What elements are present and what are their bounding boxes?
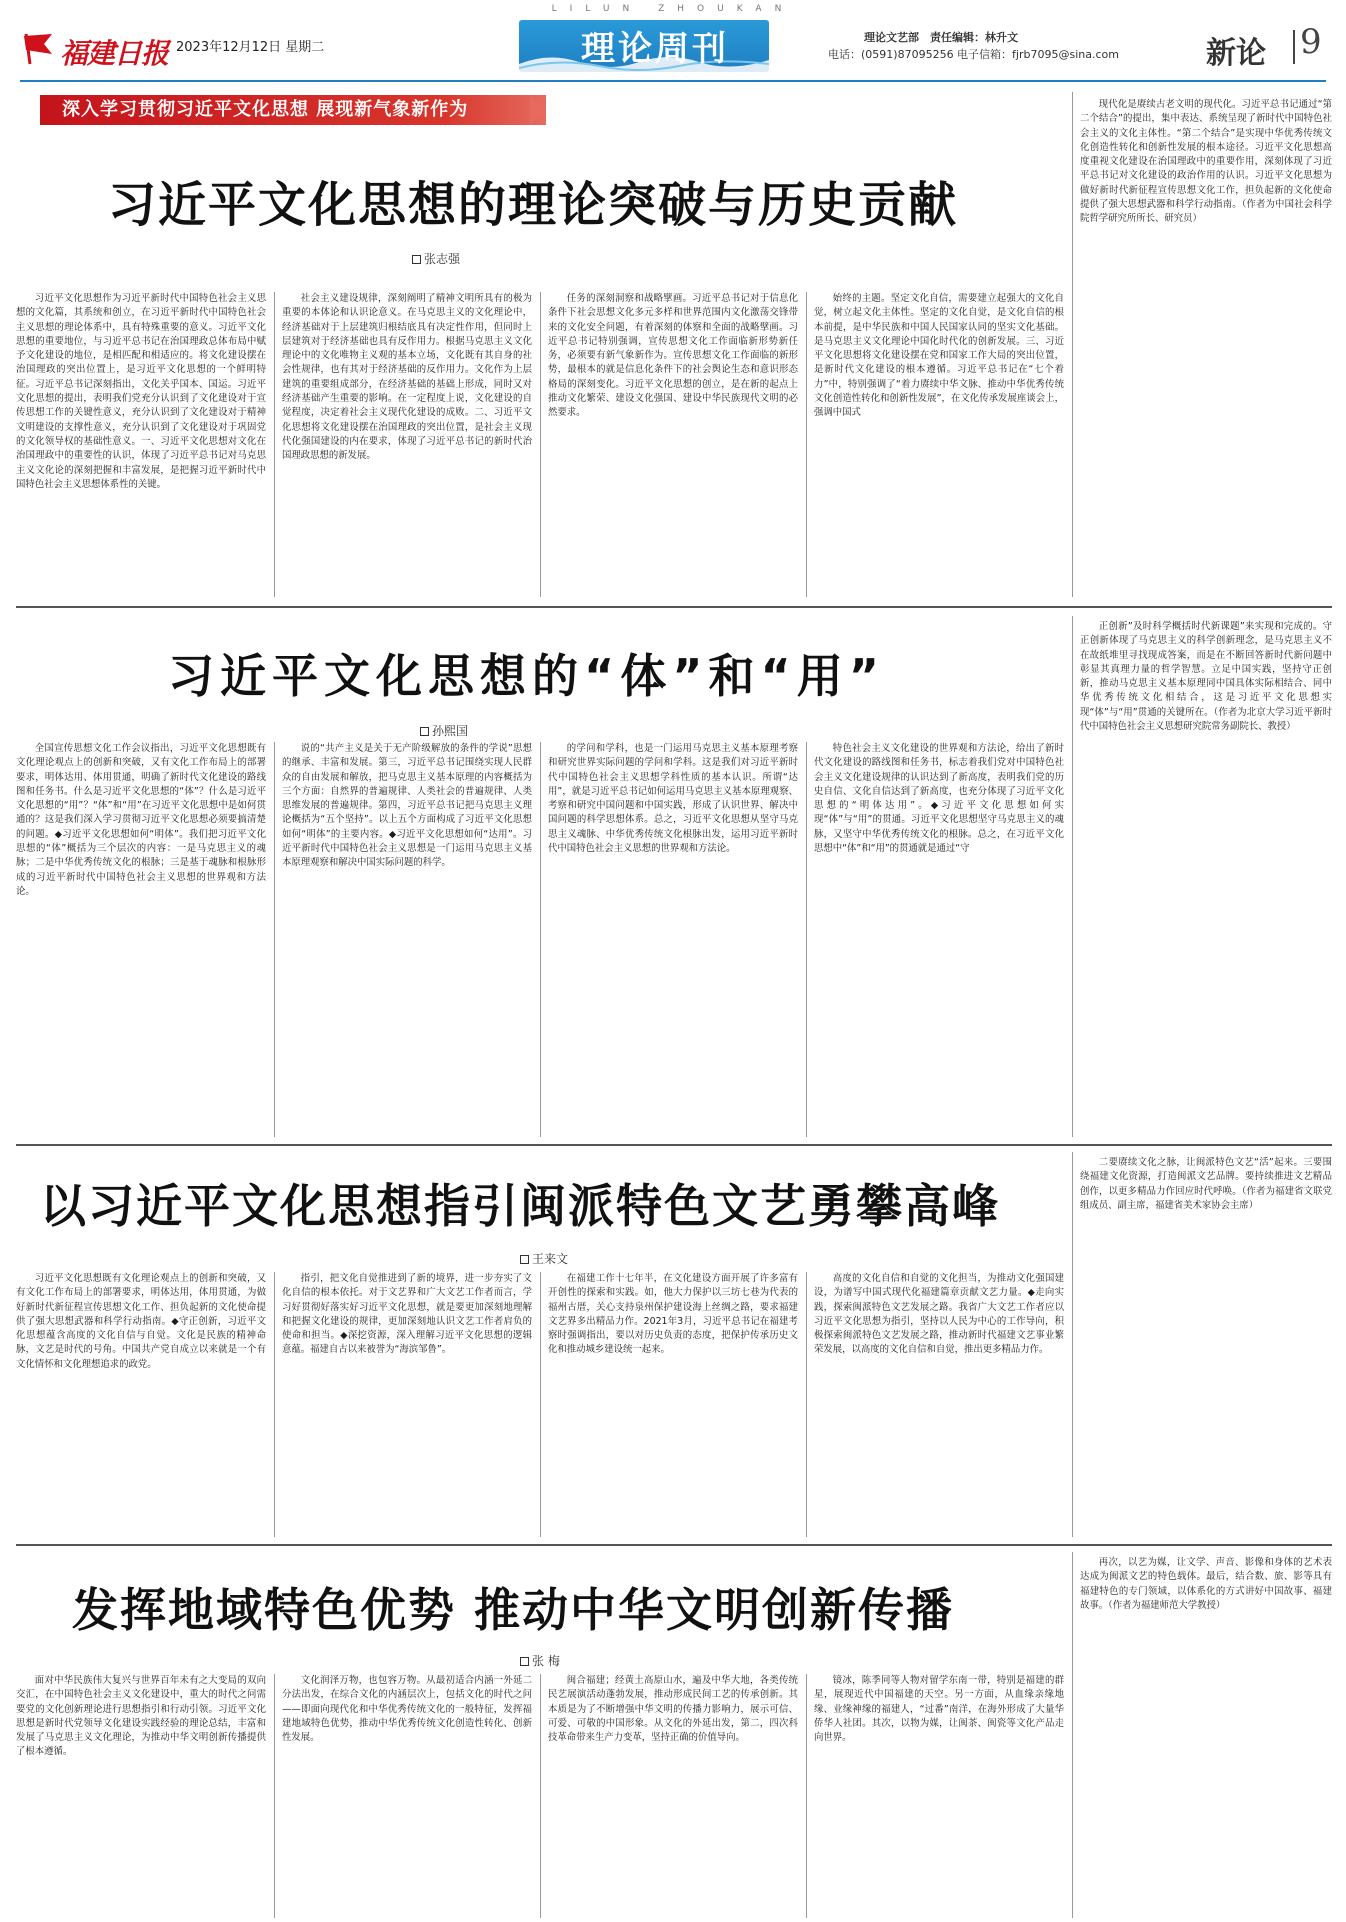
article-3-column-5: 二要赓续文化之脉，让闽派特色文艺“活”起来。三要围绕福建文化资源，打造闽派文艺品牌。要持续推进文艺精品创作，以更多精品力作回应时代呼唤。（作者为福建省文联党组成员、副主席，福建省美术家协会主席） bbox=[1080, 1157, 1332, 1211]
article-3-column-2: 指引，把文化自觉推进到了新的境界，进一步夯实了文化自信的根本依托。对于文艺界和广大文艺工作者而言，学习好贯彻好落实好习近平文化思想，就是要更加深刻地理解和把握文化建设的规律，更加深刻地认识文艺工作者肩负的使命和担当。◆深挖资源，深入理解习近平文化思想的逻辑意蕴。福建自古以来被誉为“海滨邹鲁”。 bbox=[282, 1273, 532, 1356]
article-separator bbox=[16, 1144, 1332, 1146]
article-2-column-3: 的学问和学科，也是一门运用马克思主义基本原理考察和研究世界实际问题的学问和学科。这是我们对习近平新时代中国特色社会主义思想学科性质的基本认识。所谓“达用”，就是习近平总书记如何运用马克思主义基本原理观察、考察和研究中国问题和中国实践，形成了认识世界、解决中国问题的科学思想体系。总之，习近平文化思想从坚守马克思主义魂脉、中华优秀传统文化根脉出发，运用习近平新时代中国特色社会主义思想的世界观和方法论。 bbox=[548, 743, 798, 855]
article-1-column-3: 任务的深刻洞察和战略擘画。习近平总书记对于信息化条件下社会思想文化多元多样和世界范围内文化激荡交锋带来的文化安全问题，有着深刻的体察和全面的战略擘画。习近平总书记特别强调，宣传思想文化工作面临新形势新任务，必须要有新气象新作为。宣传思想文化工作面临的新形势，最根本的就是信息化条件下的社会舆论生态和意识形态格局的深刻变化。习近平文化思想的创立，是在新的起点上推动文化繁荣、建设文化强国、建设中华民族现代文明的必然要求。 bbox=[548, 293, 798, 419]
article-2-title: 习近平文化思想的“体”和“用” bbox=[168, 649, 885, 703]
article-3-column-4: 高度的文化自信和自觉的文化担当，为推动文化强国建设，为谱写中国式现代化福建篇章贡献文艺力量。◆走向实践，探索闽派特色文艺发展之路。我省广大文艺工作者应以习近平文化思想为指引，坚持以人民为中心的工作导向，积极探索闽派特色文艺发展之路，推动新时代福建文艺事业繁荣发展，以高度的文化自信和自觉，推出更多精品力作。 bbox=[814, 1273, 1064, 1356]
article-4-column-2: 文化润泽万物，也包容万物。从最初适合内涵一外延二分法出发，在综合文化的内涵层次上，包括文化的时代之问——即面向现代化和中华优秀传统文化的一般特征，发挥福建地域特色优势，推动中华优秀传统文化创造性转化、创新性发展。 bbox=[282, 1675, 532, 1744]
column-divider bbox=[806, 292, 807, 597]
column-divider bbox=[540, 1674, 541, 1918]
article-3-column-1: 习近平文化思想既有文化理论观点上的创新和突破，又有文化工作布局上的部署要求，明体达用，体用贯通，为做好新时代新征程宣传思想文化工作、担负起新的文化使命提供了强大思想武器和科学行动指南。◆守正创新，习近平文化思想蕴含高度的文化自信与自觉。文化是民族的精神命脉，文艺是时代的号角。中国共产党自成立以来就是一个有文化情怀和文化理想追求的政党。 bbox=[16, 1273, 266, 1370]
column-divider bbox=[1072, 616, 1073, 1137]
article-2-column-4: 特色社会主义文化建设的世界观和方法论，给出了新时代文化建设的路线图和任务书，标志着我们党对中国特色社会主义文化建设规律的认识达到了新高度，表明我们党的历史自信、文化自信达到了新高度，也充分体现了习近平文化思想的“明体达用”。◆习近平文化思想如何实现“体”与“用”的贯通。习近平文化思想坚守马克思主义的魂脉，又坚守中华优秀传统文化的根脉。总之，在习近平文化思想中“体”和“用”的贯通就是通过“守 bbox=[814, 743, 1064, 855]
divider bbox=[1293, 30, 1295, 64]
article-separator bbox=[16, 1544, 1332, 1546]
article-1-column-2: 社会主义建设规律，深刻阐明了精神文明所具有的极为重要的本体论和认识论意义。在马克思主义的文化理论中，经济基础对于上层建筑归根结底具有决定性作用，但同时上层建筑对于经济基础也具有反作用力。根据马克思主义文化理论中的文化唯物主义观的基本立场，文化既有其自身的社会性规律，也有其对于经济基础的反作用力。文化作为上层建筑的重要组成部分，在经济基础的基础上形成，同时又对经济基础产生重要的影响。在一定程度上说，文化建设的自觉程度，决定着社会主义现代化建设的成败。二、习近平文化思想将文化建设摆在治国理政的突出位置，是社会主义现代化强国建设的内在要求，体现了习近平总书记的新时代治国理政思想的新发展。 bbox=[282, 293, 532, 462]
article-1-column-4: 始终的主题。坚定文化自信，需要建立起强大的文化自觉，树立起文化主体性。坚定的文化自觉，是文化自信的根本前提，是中华民族和中国人民国家认同的坚实文化基础。是马克思主义文化理论中国化时代化的创新发展。三、习近平文化思想将文化建设摆在党和国家工作大局的突出位置，是新时代文化建设的根本遵循。习近平总书记在“七个着力”中，特别强调了“着力赓续中华文脉、推动中华优秀传统文化创造性转化和创新性发展”，在文化传承发展座谈会上，强调中国式 bbox=[814, 293, 1064, 419]
column-divider bbox=[540, 742, 541, 1137]
article-4-title: 发挥地域特色优势 推动中华文明创新传播 bbox=[72, 1583, 955, 1637]
issue-date: 2023年12月12日 星期二 bbox=[176, 40, 325, 55]
weekly-title: 理论周刊 bbox=[581, 29, 729, 69]
article-3-column-3: 在福建工作十七年半，在文化建设方面开展了许多富有开创性的探索和实践。如，他大力保护以三坊七巷为代表的福州古厝，关心支持泉州保护建设海上丝绸之路，要求福建文艺界多出精品力作。2021年3月，习近平总书记在福建考察时强调指出，要以对历史负责的态度，把保护传承历史文化和推动城乡建设统一起来。 bbox=[548, 1273, 798, 1356]
column-divider bbox=[540, 292, 541, 597]
article-4-column-3: 闽合福建；经黄土高原山水，遍及中华大地，各类传统民艺展演活动蓬勃发展，推动形成民间工艺的传承创新。其本质是为了不断增强中华文明的传播力影响力，展示可信、可爱、可敬的中国形象。从文化的外延出发，第二，四次科技革命带来生产力变革，坚持正确的价值导向。 bbox=[548, 1675, 798, 1744]
column-divider bbox=[1072, 1552, 1073, 1918]
column-divider bbox=[274, 1674, 275, 1918]
article-3-title: 以习近平文化思想指引闽派特色文艺勇攀高峰 bbox=[40, 1179, 1000, 1233]
article-2-column-5: 正创新”及时科学概括时代新课题”来实现和完成的。守正创新体现了马克思主义的科学创新理念，是马克思主义不在故纸堆里寻找现成答案，而是在不断回答新时代新问题中彰显其真理力量的哲学智慧。立足中国实践，坚持守正创新，推动马克思主义基本原理同中国具体实际相结合、同中华优秀传统文化相结合，这是习近平文化思想实现“体”与“用”贯通的关键所在。（作者为北京大学习近平新时代中国特色社会主义思想研究院常务副院长、教授） bbox=[1080, 621, 1332, 733]
article-4-column-5: 再次，以艺为媒，让文学、声音、影像和身体的艺术表达成为闽派文艺的特色载体。最后，结合数、旅、影等具有福建特色的专门领域，以体系化的方式讲好中国故事、福建故事。（作者为福建师范大学教授） bbox=[1080, 1557, 1332, 1611]
article-1-byline: 张志强 bbox=[412, 250, 460, 267]
article-2-column-2: 说的“共产主义是关于无产阶级解放的条件的学说”思想的继承、丰富和发展。第三，习近平总书记围绕实现人民群众的自由发展和解放，把马克思主义基本原理的内容概括为三个方面：自然界的普遍规律、人类社会的普遍规律、人类思维发展的普遍规律。第四，习近平总书记把马克思主义理论概括为“五个坚持”。以上五个方面构成了习近平文化思想如何“明体”的主要内容。◆习近平文化思想如何“达用”。习近平新时代中国特色社会主义思想是一门运用马克思主义基本原理观察和解决中国实际问题的科学。 bbox=[282, 743, 532, 869]
column-divider bbox=[1072, 92, 1073, 597]
logo-flag-icon bbox=[22, 30, 56, 66]
contact-line: 电话：(0591)87095256 电子信箱：fjrb7095@sina.com bbox=[828, 48, 1119, 61]
masthead-pinyin: LILUN ZHOUKAN bbox=[551, 4, 795, 14]
article-4-column-1: 面对中华民族伟大复兴与世界百年未有之大变局的双向交汇，在中国特色社会主义文化建设中，重大的时代之问需要党的文化创新理论进行思想指引和行动引领。习近平文化思想是新时代党领导文化建设实践经验的理论总结，丰富和发展了马克思主义文化理论，为推动中华文明创新传播提供了根本遵循。 bbox=[16, 1675, 266, 1758]
column-divider bbox=[806, 1272, 807, 1537]
column-divider bbox=[274, 292, 275, 597]
newspaper-logo bbox=[22, 28, 168, 70]
article-4-column-4: 镜冰，陈季同等人物对留学东南一带，特别是福建的群星，展现近代中国福建的天空。另一方面，从血缘亲缘地缘、业缘神缘的福建人，“过番”南洋，在海外形成了大量华侨华人社团。其次，以物为媒，让闽茶、闽瓷等文化产品走向世界。 bbox=[814, 1675, 1064, 1744]
column-divider bbox=[806, 742, 807, 1137]
article-1-column-1: 习近平文化思想作为习近平新时代中国特色社会主义思想的文化篇，其系统和创立，在习近平新时代中国特色社会主义思想的理论体系中，具有特殊重要的意义。习近平文化思想的重要地位，与习近平总书记在治国理政总体布局中赋予文化建设的地位，是相匹配和相适应的。将文化建设摆在治国理政的突出位置上，是习近平文化思想的一个鲜明特征。习近平总书记深刻指出，文化关乎国本、国运。习近平文化思想的提出，表明我们党充分认识到了文化建设对于宣传思想工作的关键性意义，充分认识到了文化建设对于精神文明建设的支撑性意义，充分认识到了文化建设对于巩固党的文化领导权的基础性意义。一、习近平文化思想对文化在治国理政中的重要性的认识，体现了习近平总书记对马克思主义文化论的深刻把握和丰富发展，是把握习近平新时代中国特色社会主义思想体系性的关键。 bbox=[16, 293, 266, 490]
article-separator bbox=[16, 606, 1332, 608]
logo-text: 福建日报 bbox=[60, 37, 169, 70]
topic-banner: 深入学习贯彻习近平文化思想 展现新气象新作为 bbox=[40, 95, 546, 125]
column-divider bbox=[806, 1674, 807, 1918]
banner-arrow bbox=[530, 95, 546, 125]
column-divider bbox=[540, 1272, 541, 1537]
article-1-title: 习近平文化思想的理论突破与历史贡献 bbox=[108, 177, 959, 233]
column-divider bbox=[274, 742, 275, 1137]
column-divider bbox=[1072, 1152, 1073, 1537]
column-divider bbox=[274, 1272, 275, 1537]
article-1-column-5: 现代化是赓续古老文明的现代化。习近平总书记通过“第二个结合”的提出，集中表达、系统呈现了新时代中国特色社会主义的文化主体性。“第二个结合”是实现中华优秀传统文化创造性转化和创新性发展的根本途径。习近平文化思想高度重视文化建设在治国理政中的重要作用，深刻体现了习近平总书记对文化建设的政治作用的认识。习近平文化思想为做好新时代新征程宣传思想文化工作，担负起新的文化使命提供了强大思想武器和科学行动指南。（作者为中国社会科学院哲学研究所所长、研究员） bbox=[1080, 99, 1332, 225]
editor-line: 理论文艺部 责任编辑：林升文 bbox=[864, 31, 1018, 44]
article-3-byline: 王来文 bbox=[520, 1250, 568, 1267]
section-name: 新论 bbox=[1206, 36, 1266, 71]
article-2-column-1: 全国宣传思想文化工作会议指出，习近平文化思想既有文化理论观点上的创新和突破，又有文化工作布局上的部署要求，明体达用、体用贯通，明确了新时代文化建设的路线图和任务书。什么是习近平文化思想的“体”？什么是习近平文化思想的“用”？“体”和“用”在习近平文化思想中是如何贯通的？这是我们深入学习贯彻习近平文化思想必须要搞清楚的问题。◆习近平文化思想如何“明体”。我们把习近平文化思想的“体”概括为三个层次的内容：一是马克思主义的魂脉；二是中华优秀传统文化的根脉；三是基于魂脉和根脉形成的习近平新时代中国特色社会主义思想的世界观和方法论。 bbox=[16, 743, 266, 897]
masthead-rule bbox=[20, 80, 1326, 82]
article-4-byline: 张 梅 bbox=[520, 1652, 560, 1669]
page-number: 9 bbox=[1300, 22, 1322, 62]
article-2-byline: 孙熙国 bbox=[420, 722, 468, 739]
